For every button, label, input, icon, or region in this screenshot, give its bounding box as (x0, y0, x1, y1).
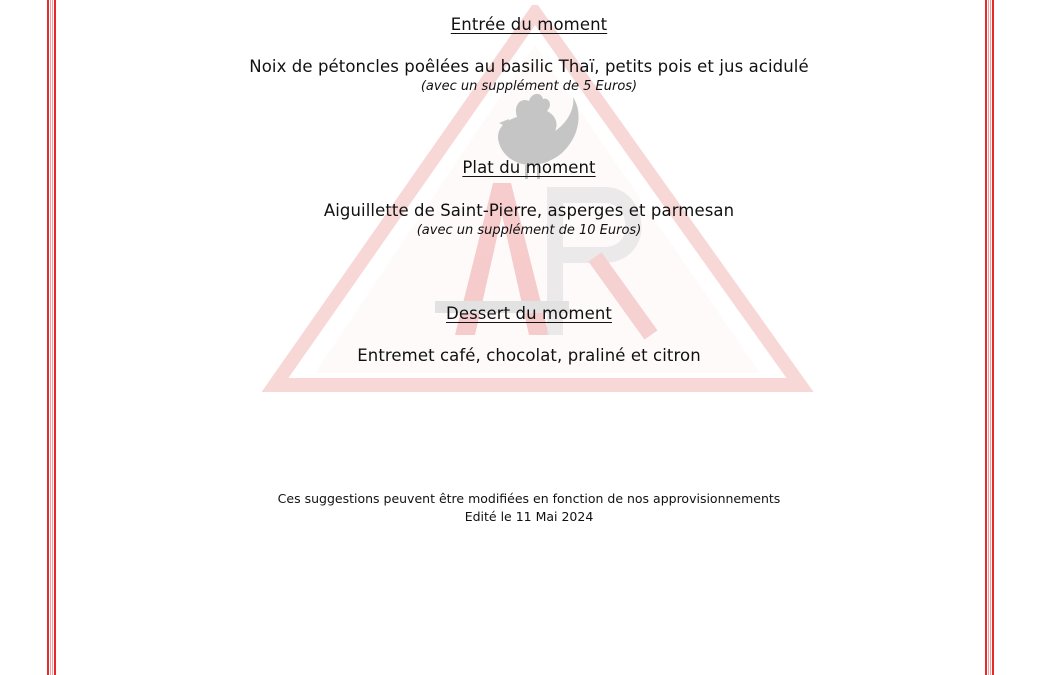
plat-supplement-note: (avec un supplément de 10 Euros) (416, 223, 642, 238)
entree-dish: Noix de pétoncles poêlées au basilic Thaï, petits pois et jus acidulé (249, 57, 809, 76)
plat-heading: Plat du moment (462, 158, 596, 177)
dessert-dish: Entremet café, chocolat, praliné et citron (357, 346, 701, 365)
footer-edited-date: Edité le 11 Mai 2024 (464, 509, 594, 524)
plat-dish: Aiguillette de Saint-Pierre, asperges et parmesan (323, 201, 735, 220)
entree-supplement-note: (avec un supplément de 5 Euros) (420, 79, 638, 94)
dessert-heading: Dessert du moment (446, 304, 612, 323)
footer-disclaimer: Ces suggestions peuvent être modifiées en fonction de nos approvisionnements (277, 491, 781, 506)
entree-heading: Entrée du moment (450, 15, 608, 34)
